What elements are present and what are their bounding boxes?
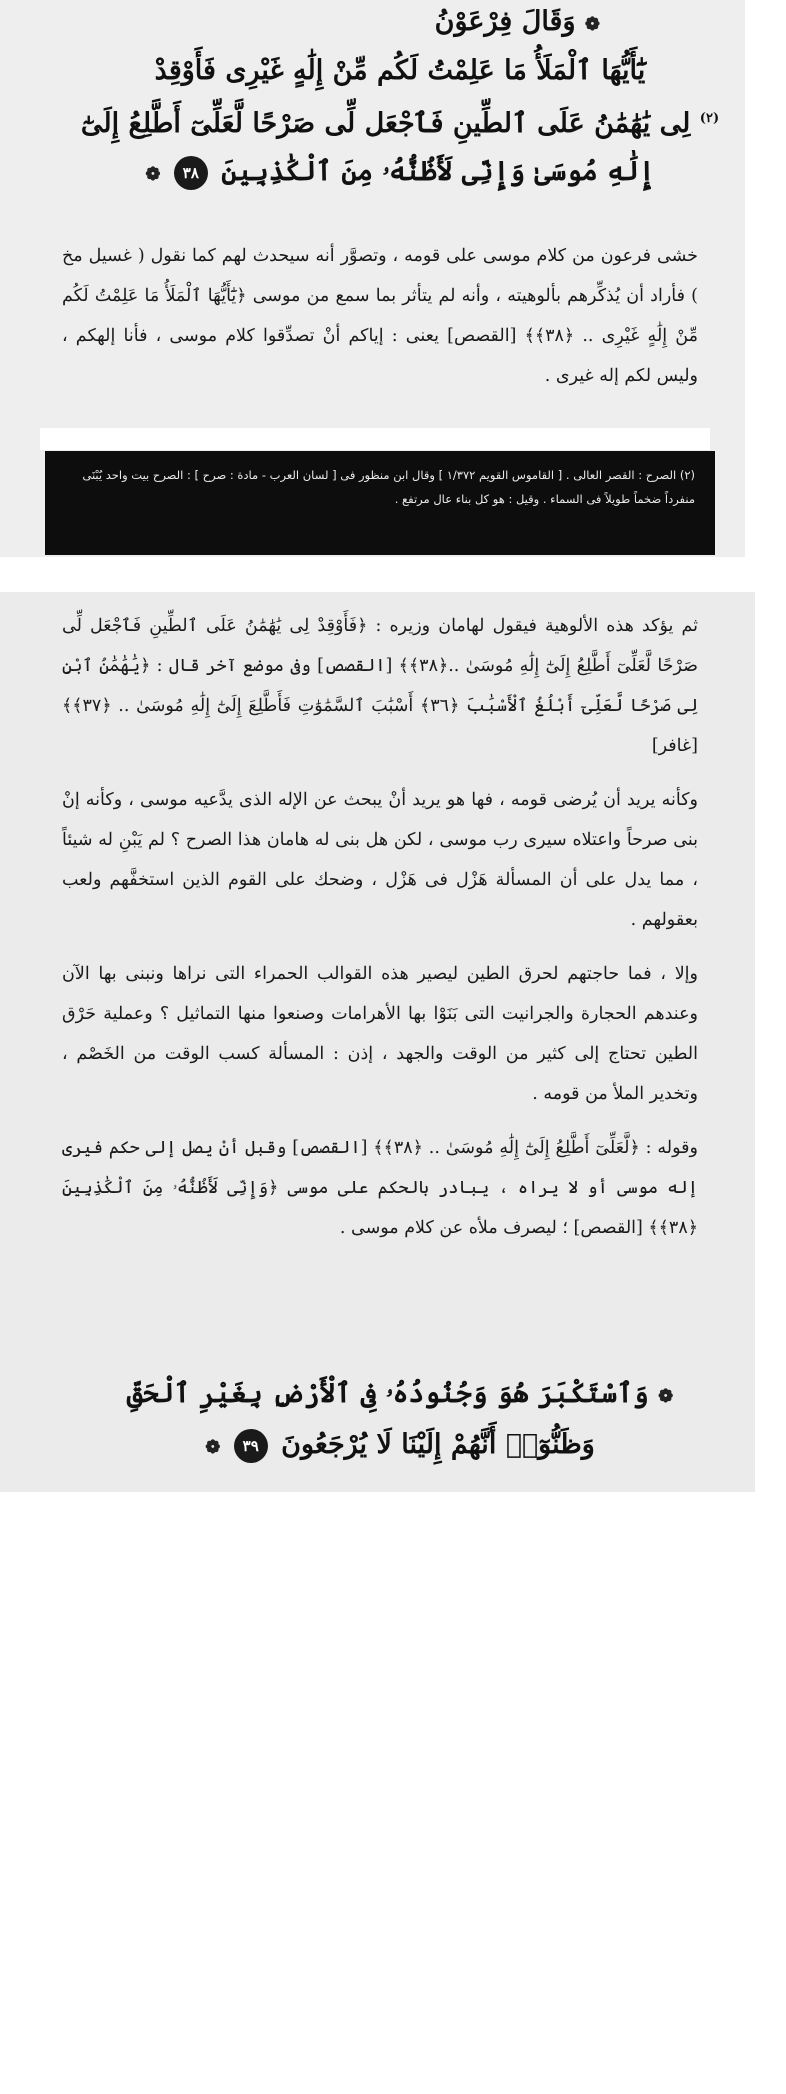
verse-line-3: إِلَٰهِ مُوسَىٰ وَإِنِّى لَأَظُنُّهُۥ مِنَ ٱلْكَٰذِبِينَ ٣٨ ❁	[80, 148, 720, 199]
commentary-block-1	[62, 236, 698, 396]
paragraph-4: وقوله : ﴿لَّعَلِّىٓ أَطَّلِعُ إِلَىٰٓ إِلَٰهِ مُوسَىٰ .. ﴿٣٨﴾﴾ [القصص] وقبل أنْ يصل إلى حكم فيرى إله موسى أو لا يراه ، يبادر بالحكم على موسى ﴿وَإِنِّى لَأَظُنُّهُۥ مِنَ ٱلْكَٰذِبِينَ ﴿٣٨﴾﴾ [القصص] ؛ ليصرف ملأه عن كلام موسى .	[62, 1138, 698, 1238]
ayah-number-badge: ٣٩	[234, 1429, 268, 1463]
verse-end-ornament-icon: ❁	[145, 164, 161, 185]
paragraph-3: وإلا ، فما حاجتهم لحرق الطين ليصير هذه القوالب الحمراء التى نراها ونبنى بها الآن وعندهم الحجارة والجرانيت التى بَنَوْا بها الأهرامات وصنعوا منها التماثيل ؟ وعملية حَرْق الطين تحتاج إلى كثير من الوقت والجهد ، إذن : المسألة كسب الوقت من الخَصْم ، وتخدير الملأ من قومه .	[62, 964, 698, 1104]
paragraph-2: وكأنه يريد أن يُرضى قومه ، فها هو يريد أنْ يبحث عن الإله الذى يدَّعيه موسى ، وكأنه إنْ بنى صرحاً واعتلاه سيرى رب موسى ، لكن هل بنى له هامان هذا الصرح ؟ لم يَبْنِ له شيئاً ، مما يدل على أن المسألة هَزْل فى هَزْل ، وضحك على القوم الذين استخفَّهم ولعب بعقولهم .	[62, 790, 698, 930]
page-bottom	[0, 592, 755, 1492]
footnote-box	[45, 451, 715, 555]
verse-line-2: $^{(٢)}$ لِى يَٰهَٰمَٰنُ عَلَى ٱلطِّينِ فَٱجْعَل لِّى صَرْحًا لَّعَلِّىٓ أَطَّلِعُ إِلَىٰٓ	[80, 108, 720, 139]
verse-line-1: يَٰٓأَيُّهَا ٱلْمَلَأُ مَا عَلِمْتُ لَكُم مِّنْ إِلَٰهٍ غَيْرِى فَأَوْقِدْ	[154, 55, 646, 86]
page-top	[0, 0, 745, 557]
verse-intro: وَقَالَ فِرْعَوْنُ	[434, 6, 576, 37]
verse-39-block	[80, 1370, 720, 1472]
paragraph-1: ثم يؤكد هذه الألوهية فيقول لهامان وزيره : ﴿فَأَوْقِدْ لِى يَٰهَٰمَٰنُ عَلَى ٱلطِّينِ فَٱجْعَل لِّى صَرْحًا لَّعَلِّىٓ أَطَّلِعُ إِلَىٰٓ إِلَٰهِ مُوسَىٰ ..﴿٣٨﴾﴾ [القصص] وفى موضع آخر قال : ﴿يَٰهَٰمَٰنُ ٱبْنِ لِى صَرْحًا لَّعَلِّىٓ أَبْلُغُ ٱلْأَسْبَٰبَ ﴿٣٦﴾ أَسْبَٰبَ ٱلسَّمَٰوَٰتِ فَأَطَّلِعَ إِلَىٰٓ إِلَٰهِ مُوسَىٰ .. ﴿٣٧﴾﴾ [غافر]	[62, 616, 698, 756]
ayah-number-badge: ٣٨	[174, 156, 208, 190]
verse-39-line-2: وَظَنُّوٓا۟ أَنَّهُمْ إِلَيْنَا لَا يُرْجَعُونَ ٣٩ ❁	[80, 1421, 720, 1472]
footnote-marker: (٢)	[699, 111, 720, 126]
verse-ornament-icon: ❁	[584, 14, 600, 35]
commentary-block-2	[62, 606, 698, 1248]
verse-39-line-1: ❁ وَٱسْتَكْبَرَ هُوَ وَجُنُودُهُۥ فِى ٱلْأَرْضِ بِغَيْرِ ٱلْحَقِّ	[126, 1378, 674, 1409]
footnote-text: (٢) الصرح : القصر العالى . [ القاموس القويم ١/٣٧٢ ] وقال ابن منظور فى [ لسان العرب - مادة : صرح ] : الصرح بيت واحد يُبْنَى منفرداً ضخماً طويلاً فى السماء . وقيل : هو كل بناء عال مرتفع .	[82, 468, 695, 506]
commentary-paragraph: خشى فرعون من كلام موسى على قومه ، وتصوَّر أنه سيحدث لهم كما نقول ( غسيل مخ ) فأراد أن يُذكِّرهم بألوهيته ، وأنه لم يتأثر بما سمع من موسى ﴿يَٰٓأَيُّهَا ٱلْمَلَأُ مَا عَلِمْتُ لَكُم مِّنْ إِلَٰهٍ غَيْرِى .. ﴿٣٨﴾﴾ [القصص] يعنى : إياكم أنْ تصدِّقوا كلام موسى ، فأنا إلهكم ، وليس لكم إله غيرى .	[62, 246, 698, 386]
verse-ornament-icon: ❁	[658, 1386, 674, 1407]
verse-intro-line	[80, 0, 720, 47]
verse-38-block	[80, 0, 720, 199]
divider-strip	[40, 428, 710, 450]
verse-end-ornament-icon: ❁	[205, 1437, 221, 1458]
